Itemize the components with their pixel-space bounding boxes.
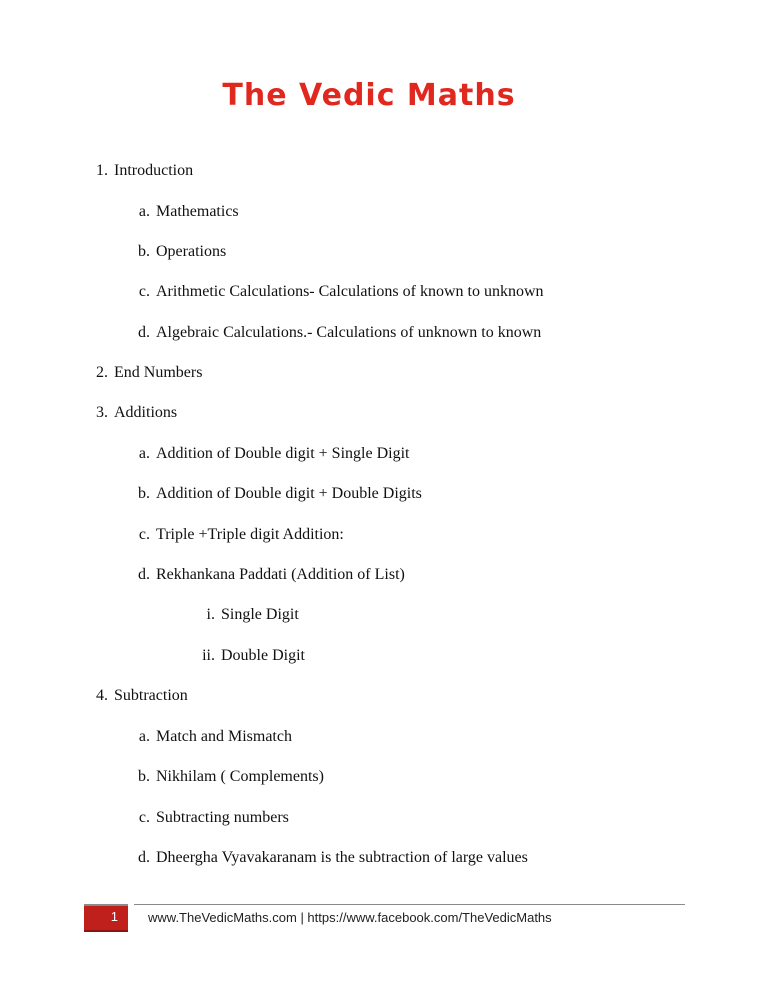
toc-subitem: [130, 767, 324, 787]
toc-marker: 4.: [96, 687, 108, 704]
toc-marker: d.: [138, 324, 150, 341]
toc-subitem: [130, 727, 292, 747]
toc-text: Double Digit: [221, 647, 305, 664]
toc-marker: c.: [138, 526, 150, 543]
toc-subsubitem: [195, 605, 299, 625]
toc-text: Algebraic Calculations.- Calculations of unknown to known: [156, 324, 542, 341]
toc-marker: 3.: [96, 404, 108, 421]
page-number: 1: [110, 909, 118, 924]
toc-text: Addition of Double digit + Double Digits: [156, 485, 422, 502]
footer-text: www.TheVedicMaths.com | https://www.facebook.com/TheVedicMaths: [148, 910, 552, 925]
toc-marker: ii.: [202, 647, 215, 664]
toc-text: Arithmetic Calculations- Calculations of known to unknown: [156, 283, 544, 300]
toc-subitem: [130, 444, 409, 464]
toc-marker: b.: [138, 768, 150, 785]
toc-text: Operations: [156, 243, 227, 260]
toc-marker: 2.: [96, 364, 108, 381]
toc-subitem: [130, 323, 541, 343]
toc-subitem: [130, 282, 544, 302]
toc-subitem: [130, 525, 344, 545]
toc-subitem: [130, 565, 405, 585]
toc-text: Subtraction: [114, 687, 188, 704]
toc-marker: b.: [138, 243, 150, 260]
toc-text: Match and Mismatch: [156, 728, 292, 745]
toc-text: End Numbers: [114, 364, 203, 381]
toc-item-introduction: [88, 161, 193, 181]
toc-text: Additions: [114, 404, 178, 421]
toc-text: Rekhankana Paddati (Addition of List): [156, 566, 405, 583]
toc-subitem: [130, 484, 422, 504]
toc-text: Single Digit: [221, 606, 299, 623]
toc-marker: b.: [138, 485, 150, 502]
document-title: The Vedic Maths: [222, 78, 516, 113]
toc-text: Triple +Triple digit Addition:: [156, 526, 344, 543]
toc-text: Subtracting numbers: [156, 809, 289, 826]
toc-marker: i.: [206, 606, 215, 623]
toc-marker: c.: [138, 809, 150, 826]
toc-marker: 1.: [96, 162, 108, 179]
toc-subsubitem: [195, 646, 305, 666]
toc-marker: a.: [138, 203, 150, 220]
toc-subitem: [130, 242, 226, 262]
toc-marker: d.: [138, 566, 150, 583]
toc-item-subtraction: [88, 686, 188, 706]
toc-item-additions: [88, 403, 177, 423]
toc-subitem: [130, 848, 528, 868]
toc-marker: a.: [138, 445, 150, 462]
toc-subitem: [130, 202, 239, 222]
page-number-box: [84, 906, 128, 932]
toc-subitem: [130, 808, 289, 828]
toc-text: Introduction: [114, 162, 194, 179]
toc-marker: c.: [138, 283, 150, 300]
toc-text: Dheergha Vyavakaranam is the subtraction of large values: [156, 849, 528, 866]
footer-divider: [134, 904, 685, 905]
toc-text: Addition of Double digit + Single Digit: [156, 445, 410, 462]
toc-marker: d.: [138, 849, 150, 866]
toc-marker: a.: [138, 728, 150, 745]
toc-item-end-numbers: [88, 363, 202, 383]
toc-text: Mathematics: [156, 203, 239, 220]
toc-text: Nikhilam ( Complements): [156, 768, 324, 785]
